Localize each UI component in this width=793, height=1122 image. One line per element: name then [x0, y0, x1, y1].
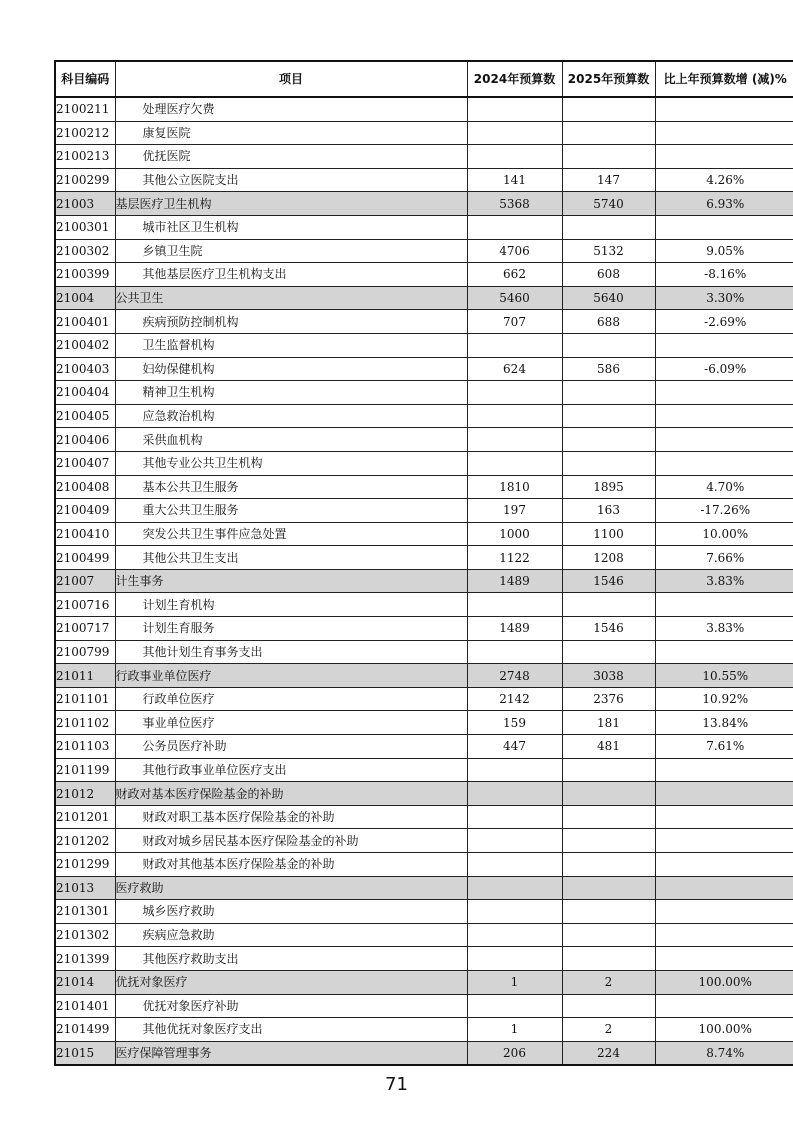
row-item-name: 重大公共卫生服务 [115, 499, 467, 523]
row-budget-2025: 586 [562, 357, 655, 381]
table-row [55, 145, 793, 169]
table-row-section [55, 970, 793, 994]
table-row [55, 711, 793, 735]
row-budget-2025: 5740 [562, 192, 655, 216]
row-item-name: 基层医疗卫生机构 [115, 192, 467, 216]
row-change-percent [655, 758, 793, 782]
row-change-percent: 10.55% [655, 664, 793, 688]
row-budget-2025 [562, 97, 655, 121]
row-budget-2025 [562, 333, 655, 357]
row-budget-2025 [562, 593, 655, 617]
row-item-name: 优抚对象医疗补助 [115, 994, 467, 1018]
row-budget-2025 [562, 876, 655, 900]
table-row [55, 947, 793, 971]
row-code: 2101301 [55, 900, 115, 924]
row-item-name: 财政对城乡居民基本医疗保险基金的补助 [115, 829, 467, 853]
row-budget-2025 [562, 805, 655, 829]
row-budget-2024: 2142 [467, 687, 562, 711]
row-item-name: 其他公共卫生支出 [115, 546, 467, 570]
row-budget-2024 [467, 900, 562, 924]
row-budget-2025 [562, 215, 655, 239]
row-budget-2024: 1 [467, 970, 562, 994]
row-code: 2100717 [55, 617, 115, 641]
table-row [55, 758, 793, 782]
row-code: 2101101 [55, 687, 115, 711]
row-budget-2024 [467, 640, 562, 664]
row-code: 21014 [55, 970, 115, 994]
row-change-percent [655, 121, 793, 145]
row-budget-2025: 147 [562, 168, 655, 192]
row-item-name: 突发公共卫生事件应急处置 [115, 522, 467, 546]
row-item-name: 其他公立医院支出 [115, 168, 467, 192]
row-budget-2024: 707 [467, 310, 562, 334]
row-code: 2101199 [55, 758, 115, 782]
row-code: 2100405 [55, 404, 115, 428]
row-code: 21004 [55, 286, 115, 310]
row-budget-2025 [562, 640, 655, 664]
table-row [55, 805, 793, 829]
row-code: 21015 [55, 1041, 115, 1065]
row-code: 2100403 [55, 357, 115, 381]
row-budget-2024: 1489 [467, 569, 562, 593]
row-item-name: 其他计划生育事务支出 [115, 640, 467, 664]
row-budget-2025: 2 [562, 970, 655, 994]
row-budget-2024 [467, 381, 562, 405]
row-item-name: 疾病应急救助 [115, 923, 467, 947]
row-code: 21003 [55, 192, 115, 216]
row-item-name: 乡镇卫生院 [115, 239, 467, 263]
row-budget-2024 [467, 829, 562, 853]
row-budget-2024: 662 [467, 263, 562, 287]
row-item-name: 卫生监督机构 [115, 333, 467, 357]
row-change-percent: 100.00% [655, 970, 793, 994]
table-row [55, 522, 793, 546]
row-change-percent [655, 994, 793, 1018]
row-budget-2024 [467, 333, 562, 357]
row-budget-2025 [562, 404, 655, 428]
row-item-name: 城乡医疗救助 [115, 900, 467, 924]
row-code: 2100212 [55, 121, 115, 145]
table-row [55, 357, 793, 381]
table-row [55, 310, 793, 334]
row-item-name: 其他行政事业单位医疗支出 [115, 758, 467, 782]
row-code: 2100409 [55, 499, 115, 523]
row-code: 2100499 [55, 546, 115, 570]
table-body [55, 97, 793, 1065]
row-budget-2025 [562, 994, 655, 1018]
row-change-percent: -17.26% [655, 499, 793, 523]
row-budget-2025: 3038 [562, 664, 655, 688]
row-change-percent: 3.30% [655, 286, 793, 310]
row-code: 2101299 [55, 853, 115, 877]
row-code: 2101102 [55, 711, 115, 735]
row-item-name: 计划生育服务 [115, 617, 467, 641]
row-change-percent: 13.84% [655, 711, 793, 735]
header-item: 项目 [115, 61, 467, 97]
row-budget-2025: 181 [562, 711, 655, 735]
table-row [55, 829, 793, 853]
table-row [55, 1018, 793, 1042]
row-budget-2024 [467, 805, 562, 829]
row-budget-2025 [562, 381, 655, 405]
row-code: 2100406 [55, 428, 115, 452]
row-code: 2100799 [55, 640, 115, 664]
row-item-name: 采供血机构 [115, 428, 467, 452]
row-change-percent: 10.00% [655, 522, 793, 546]
row-change-percent: 100.00% [655, 1018, 793, 1042]
row-budget-2025: 1546 [562, 569, 655, 593]
row-budget-2024 [467, 121, 562, 145]
row-code: 2100407 [55, 451, 115, 475]
row-code: 2100302 [55, 239, 115, 263]
row-change-percent [655, 923, 793, 947]
row-change-percent [655, 640, 793, 664]
row-budget-2024 [467, 593, 562, 617]
row-budget-2024 [467, 97, 562, 121]
row-budget-2025: 1895 [562, 475, 655, 499]
table-row [55, 499, 793, 523]
table-row [55, 97, 793, 121]
row-code: 2101399 [55, 947, 115, 971]
row-change-percent: -8.16% [655, 263, 793, 287]
row-budget-2025: 1208 [562, 546, 655, 570]
row-code: 2100410 [55, 522, 115, 546]
row-budget-2025: 2376 [562, 687, 655, 711]
row-item-name: 基本公共卫生服务 [115, 475, 467, 499]
row-item-name: 优抚对象医疗 [115, 970, 467, 994]
row-budget-2024: 1000 [467, 522, 562, 546]
table-row [55, 428, 793, 452]
table-row [55, 239, 793, 263]
row-budget-2025: 481 [562, 735, 655, 759]
row-code: 2100301 [55, 215, 115, 239]
row-change-percent: 10.92% [655, 687, 793, 711]
row-item-name: 计生事务 [115, 569, 467, 593]
table-row [55, 994, 793, 1018]
row-change-percent: -2.69% [655, 310, 793, 334]
row-item-name: 医疗保障管理事务 [115, 1041, 467, 1065]
row-budget-2024 [467, 994, 562, 1018]
row-change-percent: 3.83% [655, 617, 793, 641]
row-code: 2100401 [55, 310, 115, 334]
row-code: 2100211 [55, 97, 115, 121]
table-row [55, 735, 793, 759]
table-row [55, 923, 793, 947]
row-item-name: 优抚医院 [115, 145, 467, 169]
row-budget-2025 [562, 121, 655, 145]
row-budget-2025: 608 [562, 263, 655, 287]
row-item-name: 事业单位医疗 [115, 711, 467, 735]
header-row [55, 61, 793, 97]
row-change-percent [655, 805, 793, 829]
row-change-percent [655, 451, 793, 475]
row-change-percent [655, 404, 793, 428]
row-budget-2025 [562, 428, 655, 452]
row-budget-2024 [467, 215, 562, 239]
table-row-section [55, 569, 793, 593]
table-row [55, 263, 793, 287]
table-row [55, 687, 793, 711]
table-row [55, 853, 793, 877]
row-budget-2025: 163 [562, 499, 655, 523]
row-item-name: 行政事业单位医疗 [115, 664, 467, 688]
row-budget-2025 [562, 451, 655, 475]
row-budget-2025: 224 [562, 1041, 655, 1065]
table-row-section [55, 286, 793, 310]
row-budget-2024 [467, 758, 562, 782]
page-number: 71 [385, 1074, 408, 1095]
row-budget-2024: 1 [467, 1018, 562, 1042]
row-change-percent [655, 145, 793, 169]
table-row-section [55, 876, 793, 900]
row-budget-2024: 5368 [467, 192, 562, 216]
table-row-section [55, 192, 793, 216]
row-budget-2025 [562, 829, 655, 853]
row-item-name: 应急救治机构 [115, 404, 467, 428]
row-budget-2024 [467, 451, 562, 475]
row-item-name: 公共卫生 [115, 286, 467, 310]
row-code: 2100299 [55, 168, 115, 192]
row-change-percent: -6.09% [655, 357, 793, 381]
row-code: 2100404 [55, 381, 115, 405]
row-budget-2024: 206 [467, 1041, 562, 1065]
table-row-section [55, 1041, 793, 1065]
row-budget-2024 [467, 947, 562, 971]
row-budget-2024: 447 [467, 735, 562, 759]
row-item-name: 行政单位医疗 [115, 687, 467, 711]
row-budget-2025: 2 [562, 1018, 655, 1042]
row-item-name: 公务员医疗补助 [115, 735, 467, 759]
table-row [55, 617, 793, 641]
row-budget-2024: 159 [467, 711, 562, 735]
row-code: 21011 [55, 664, 115, 688]
row-code: 21013 [55, 876, 115, 900]
table-row [55, 640, 793, 664]
row-budget-2024: 624 [467, 357, 562, 381]
row-code: 2101499 [55, 1018, 115, 1042]
row-item-name: 财政对职工基本医疗保险基金的补助 [115, 805, 467, 829]
table-row [55, 475, 793, 499]
row-item-name: 妇幼保健机构 [115, 357, 467, 381]
row-change-percent [655, 381, 793, 405]
row-budget-2024 [467, 923, 562, 947]
row-code: 2100402 [55, 333, 115, 357]
row-item-name: 其他基层医疗卫生机构支出 [115, 263, 467, 287]
row-change-percent: 7.66% [655, 546, 793, 570]
row-code: 2100399 [55, 263, 115, 287]
row-change-percent [655, 593, 793, 617]
row-change-percent: 9.05% [655, 239, 793, 263]
row-item-name: 财政对基本医疗保险基金的补助 [115, 782, 467, 806]
table-row [55, 168, 793, 192]
table-row [55, 333, 793, 357]
row-budget-2025: 1546 [562, 617, 655, 641]
row-change-percent [655, 829, 793, 853]
row-item-name: 精神卫生机构 [115, 381, 467, 405]
row-budget-2024 [467, 782, 562, 806]
row-code: 2100408 [55, 475, 115, 499]
row-budget-2024 [467, 404, 562, 428]
row-change-percent [655, 97, 793, 121]
row-code: 2101202 [55, 829, 115, 853]
row-budget-2024: 4706 [467, 239, 562, 263]
row-change-percent: 6.93% [655, 192, 793, 216]
row-budget-2025 [562, 923, 655, 947]
row-budget-2025 [562, 947, 655, 971]
row-change-percent [655, 333, 793, 357]
row-budget-2024 [467, 853, 562, 877]
row-change-percent: 4.70% [655, 475, 793, 499]
row-budget-2025 [562, 758, 655, 782]
row-item-name: 计划生育机构 [115, 593, 467, 617]
row-item-name: 财政对其他基本医疗保险基金的补助 [115, 853, 467, 877]
row-change-percent: 4.26% [655, 168, 793, 192]
row-budget-2025: 5640 [562, 286, 655, 310]
row-budget-2024 [467, 428, 562, 452]
row-budget-2024: 197 [467, 499, 562, 523]
table-row [55, 121, 793, 145]
row-item-name: 其他优抚对象医疗支出 [115, 1018, 467, 1042]
row-item-name: 处理医疗欠费 [115, 97, 467, 121]
row-item-name: 城市社区卫生机构 [115, 215, 467, 239]
row-budget-2025 [562, 782, 655, 806]
row-item-name: 疾病预防控制机构 [115, 310, 467, 334]
row-change-percent: 3.83% [655, 569, 793, 593]
table-row [55, 900, 793, 924]
row-change-percent [655, 947, 793, 971]
table-row [55, 546, 793, 570]
row-budget-2025 [562, 900, 655, 924]
header-code: 科目编码 [55, 61, 115, 97]
row-budget-2024 [467, 145, 562, 169]
row-code: 2100716 [55, 593, 115, 617]
row-budget-2025: 1100 [562, 522, 655, 546]
row-budget-2024: 141 [467, 168, 562, 192]
row-code: 2101401 [55, 994, 115, 1018]
row-code: 21007 [55, 569, 115, 593]
row-budget-2025 [562, 145, 655, 169]
row-change-percent [655, 853, 793, 877]
table-row-section [55, 782, 793, 806]
row-budget-2024: 1489 [467, 617, 562, 641]
row-change-percent [655, 782, 793, 806]
row-budget-2025: 5132 [562, 239, 655, 263]
row-change-percent: 8.74% [655, 1041, 793, 1065]
header-budget-2025: 2025年预算数 [562, 61, 655, 97]
row-change-percent [655, 428, 793, 452]
row-change-percent: 7.61% [655, 735, 793, 759]
row-item-name: 康复医院 [115, 121, 467, 145]
row-budget-2024: 1122 [467, 546, 562, 570]
table-row [55, 404, 793, 428]
table-row-section [55, 664, 793, 688]
budget-table [54, 60, 793, 1066]
table-header [55, 61, 793, 97]
row-budget-2024: 1810 [467, 475, 562, 499]
row-code: 2101201 [55, 805, 115, 829]
table-row [55, 381, 793, 405]
row-item-name: 其他专业公共卫生机构 [115, 451, 467, 475]
header-change: 比上年预算数增 (减)% [655, 61, 793, 97]
row-change-percent [655, 876, 793, 900]
row-item-name: 其他医疗救助支出 [115, 947, 467, 971]
row-item-name: 医疗救助 [115, 876, 467, 900]
row-budget-2025: 688 [562, 310, 655, 334]
table-row [55, 593, 793, 617]
table-row [55, 451, 793, 475]
table-row [55, 215, 793, 239]
row-code: 2100213 [55, 145, 115, 169]
row-budget-2024: 5460 [467, 286, 562, 310]
row-change-percent [655, 900, 793, 924]
row-code: 2101103 [55, 735, 115, 759]
row-code: 2101302 [55, 923, 115, 947]
row-budget-2024: 2748 [467, 664, 562, 688]
row-code: 21012 [55, 782, 115, 806]
header-budget-2024: 2024年预算数 [467, 61, 562, 97]
row-budget-2024 [467, 876, 562, 900]
row-change-percent [655, 215, 793, 239]
row-budget-2025 [562, 853, 655, 877]
